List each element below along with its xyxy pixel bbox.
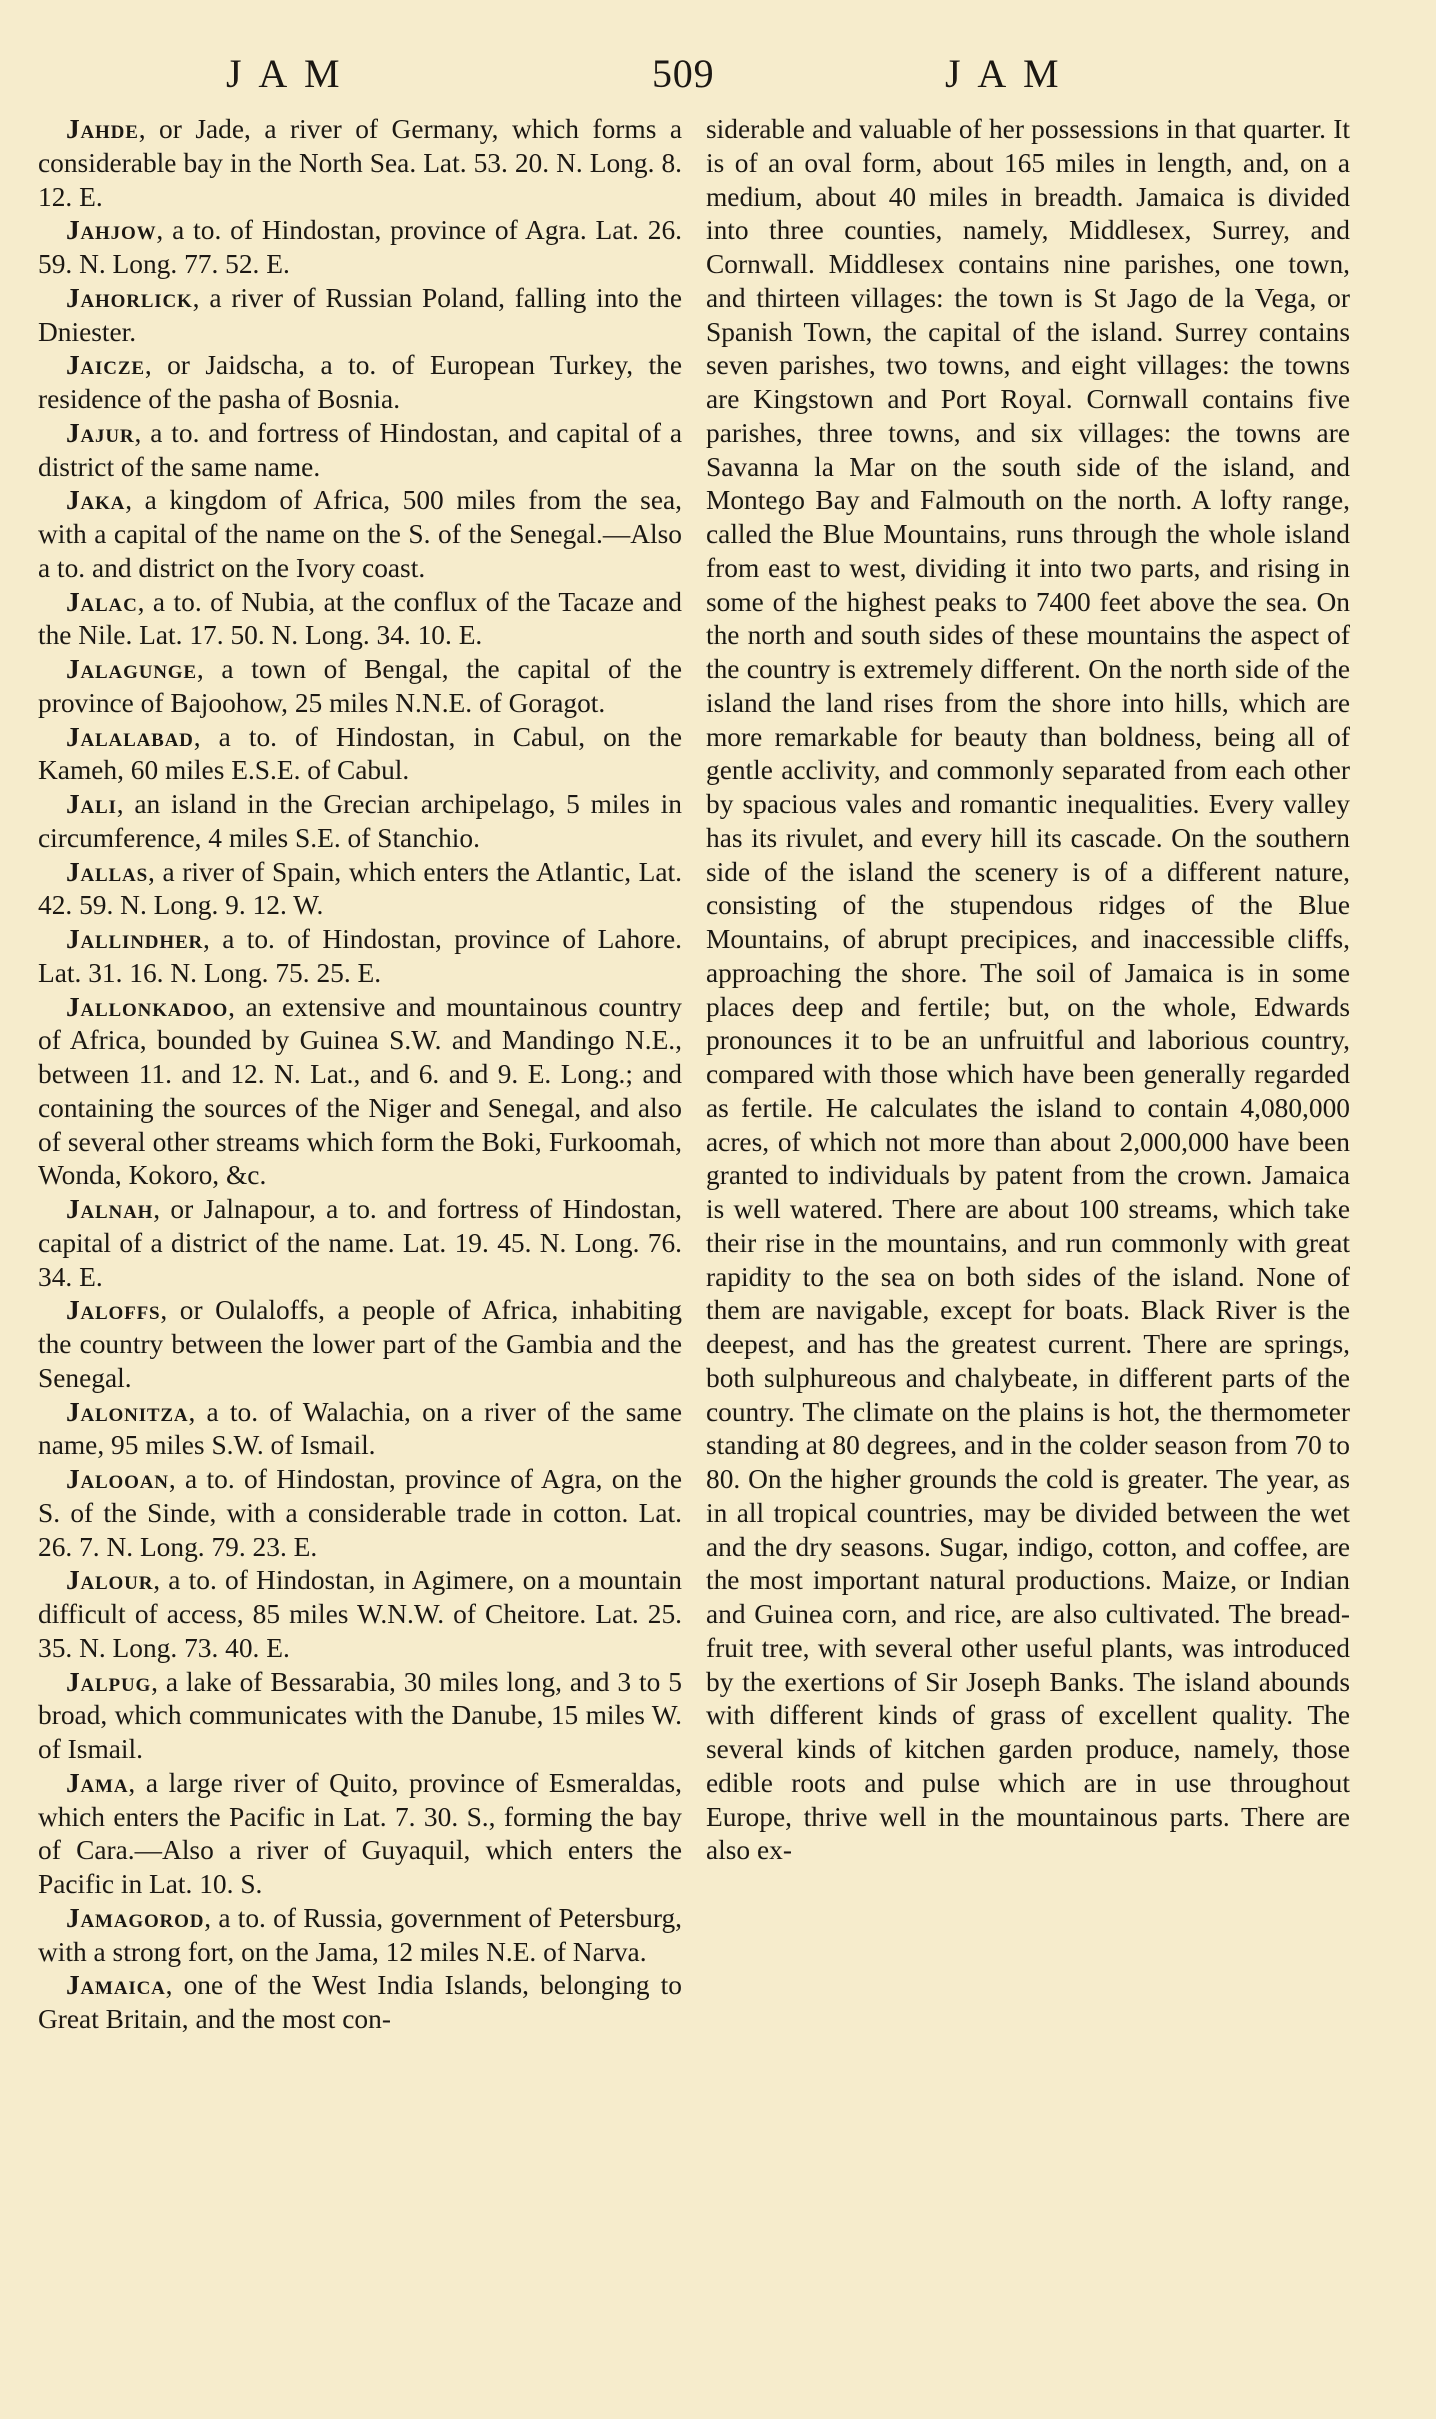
entry <box>38 1294 682 1395</box>
entry <box>38 856 682 924</box>
entry-text: , a to. of Hindostan, province of Agra, on the S. of the Sinde, with a considerable trade in cotton. Lat. 26. 7. N. Long. 79. 23. E. <box>38 1464 682 1562</box>
entry <box>38 417 682 485</box>
entry-text: , a to. of Russia, government of Petersburg, with a strong fort, on the Jama, 12 miles N.E. of Narva. <box>38 1902 682 1967</box>
entry <box>38 1902 682 1970</box>
entry <box>38 214 682 282</box>
entry <box>38 1666 682 1767</box>
entry-text: , a to. of Hindostan, in Cabul, on the Kameh, 60 miles E.S.E. of Cabul. <box>38 721 682 786</box>
entry <box>38 1564 682 1665</box>
entry <box>38 1463 682 1564</box>
entry-text: , a to. of Walachia, on a river of the same name, 95 miles S.W. of Ismail. <box>38 1396 682 1461</box>
entry <box>38 1193 682 1294</box>
continued-entry-text: siderable and valuable of her possessions in that quarter. It is of an oval form, about 165 miles in length, and, on a medium, about 40 miles in breadth. Jamaica is divided into three counties, namely, Middlesex, Surrey, and Cornwall. Middlesex contains nine parishes, one town, and thirteen villages: the town is St Jago de la Vega, or Spanish Town, the capital of the island. Surrey contains seven parishes, two towns, and eight villages: the towns are Kingstown and Port Royal. Cornwall contains five parishes, three towns, and six villages: the towns are Savanna la Mar on the south side of the island, and Montego Bay and Falmouth on the north. A lofty range, called the Blue Mountains, runs through the whole island from east to west, dividing it into two parts, and rising in some of the highest peaks to 7400 feet above the sea. On the north and south sides of these mountains the aspect of the country is extremely different. On the north side of the island the land rises from the shore into hills, which are more remarkable for beauty than boldness, being all of gentle acclivity, and commonly separated from each other by spacious vales and romantic inequalities. Every valley has its rivulet, and every hill its cascade. On the southern side of the island the scenery is of a different nature, consisting of the stupendous ridges of the Blue Mountains, of abrupt precipices, and inaccessible cliffs, approaching the shore. The soil of Jamaica is in some places deep and fertile; but, on the whole, Edwards pronounces it to be an unfruitful and laborious country, compared with those which have been generally regarded as fertile. He calculates the island to contain 4,080,000 acres, of which not more than about 2,000,000 have been granted to individuals by patent from the crown. Jamaica is well watered. There are about 100 streams, which take their rise in the mountains, and run commonly with great rapidity to the sea on both sides of the island. None of them are navigable, except for boats. Black River is the deepest, and has the greatest current. There are springs, both sulphureous and chalybeate, in different parts of the country. The climate on the plains is hot, the thermometer standing at 80 degrees, and in the colder season from 70 to 80. On the higher grounds the cold is greater. The year, as in all tropical countries, may be divided between the wet and the dry seasons. Sugar, indigo, cotton, and coffee, are the most important natural productions. Maize, or Indian and Guinea corn, and rice, are also cultivated. The bread-fruit tree, with several other useful plants, was introduced by the exertions of Sir Joseph Banks. The island abounds with different kinds of grass of excellent quality. The several kinds of kitchen garden produce, namely, those edible roots and pulse which are in use throughout Europe, thrive well in the mountainous parts. There are also ex- <box>706 114 1350 1866</box>
headword: Jamagorod <box>66 1902 205 1933</box>
running-head-left: JAM <box>226 51 357 96</box>
headword: Jama <box>66 1767 129 1798</box>
entry <box>38 721 682 789</box>
entry <box>38 1767 682 1902</box>
entry-text: , or Jaidscha, a to. of European Turkey, the residence of the pasha of Bosnia. <box>38 350 682 414</box>
entry-text: , a lake of Bessarabia, 30 miles long, and 3 to 5 broad, which communicates with the Danube, 15 miles W. of Ismail. <box>38 1666 682 1764</box>
entry <box>38 788 682 856</box>
entry-text: , or Jade, a river of Germany, which forms a considerable bay in the North Sea. Lat. 53. 20. N. Long. 8. 12. E. <box>38 114 682 212</box>
entry-text: , or Jalnapour, a to. and fortress of Hindostan, capital of a district of the name. Lat. 19. 45. N. Long. 76. 34. E. <box>38 1194 682 1292</box>
headword: Jalalabad <box>66 721 194 752</box>
headword: Jaka <box>66 485 126 516</box>
entry-text: , a river of Russian Poland, falling into the Dniester. <box>38 282 682 347</box>
entry-text: , a to. of Nubia, at the conflux of the Tacaze and the Nile. Lat. 17. 50. N. Long. 34. 10. E. <box>38 586 682 651</box>
headword: Jalour <box>66 1565 154 1596</box>
entry-text: , a to. and fortress of Hindostan, and capital of a district of the same name. <box>38 417 682 482</box>
headword: Jaloоan <box>66 1464 169 1494</box>
headword: Jajur <box>66 417 135 448</box>
entry-text: , a to. of Hindostan, in Agimere, on a mountain difficult of access, 85 miles W.N.W. of Cheitore. Lat. 25. 35. N. Long. 73. 40. E. <box>38 1565 682 1663</box>
entry-text: , a to. of Hindostan, province of Lahore. Lat. 31. 16. N. Long. 75. 25. E. <box>38 924 682 988</box>
entry-text: , or Oulaloffs, a people of Africa, inhabiting the country between the lower part of the Gambia and the Senegal. <box>38 1295 682 1393</box>
headword: Jahjow <box>66 215 157 246</box>
entry-text: , a to. of Hindostan, province of Agra. Lat. 26. 59. N. Long. 77. 52. E. <box>38 215 682 279</box>
headword: Jaicze <box>66 350 145 381</box>
entry-text: , a town of Bengal, the capital of the province of Bajoohow, 25 miles N.N.E. of Goragot. <box>38 654 682 718</box>
entry <box>38 282 682 350</box>
right-column <box>706 113 1350 1868</box>
entry <box>38 113 682 214</box>
entry <box>38 586 682 654</box>
headword: Jallas <box>66 856 148 887</box>
headword: Jahde <box>66 114 139 144</box>
headword: Jalagunge <box>66 654 197 684</box>
headword: Jaloffs <box>66 1295 161 1326</box>
headword: Jallonkadoo <box>66 991 229 1022</box>
entry <box>38 991 682 1194</box>
headword: Jalonitza <box>66 1396 189 1427</box>
entry-text: , an island in the Grecian archipelago, 5 miles in circumference, 4 miles S.E. of Stanchio. <box>38 789 682 853</box>
entry-text: , a large river of Quito, province of Esmeraldas, which enters the Pacific in Lat. 7. 30. S., forming the bay of Cara.—Also a river of Guyaquil, which enters the Pacific in Lat. 10. S. <box>38 1767 682 1899</box>
entry-text: , one of the West India Islands, belonging to Great Britain, and the most con- <box>38 1970 682 2034</box>
headword: Jalac <box>66 586 138 617</box>
headword: Jali <box>66 789 117 819</box>
entry-text: , a kingdom of Africa, 500 miles from the sea, with a capital of the name on the S. of the Senegal.—Also a to. and district on the Ivory coast. <box>38 485 682 583</box>
entry <box>38 653 682 721</box>
headword: Jahorlick <box>66 282 193 313</box>
entry-text: , a river of Spain, which enters the Atlantic, Lat. 42. 59. N. Long. 9. 12. W. <box>38 856 682 921</box>
entry <box>38 1969 682 2037</box>
running-head-right: JAM <box>945 51 1076 96</box>
entry <box>38 349 682 417</box>
entry <box>38 484 682 585</box>
page-number: 509 <box>652 51 715 96</box>
headword: Jallindher <box>66 924 203 954</box>
headword: Jalnah <box>66 1194 154 1224</box>
left-column <box>38 113 682 2037</box>
headword: Jamaica <box>66 1970 166 2001</box>
entry-text: , an extensive and mountainous country of Africa, bounded by Guinea S.W. and Mandingo N.E., between 11. and 12. N. Lat., and 6. and 9. E. Long.; and containing the sources of the Niger and Senegal, and also of several other streams which form the Boki, Furkoomah, Wonda, Kokoro, &c. <box>38 991 682 1191</box>
entry <box>38 1396 682 1464</box>
running-head <box>0 44 1436 104</box>
entry <box>38 923 682 991</box>
headword: Jalpug <box>66 1666 152 1697</box>
